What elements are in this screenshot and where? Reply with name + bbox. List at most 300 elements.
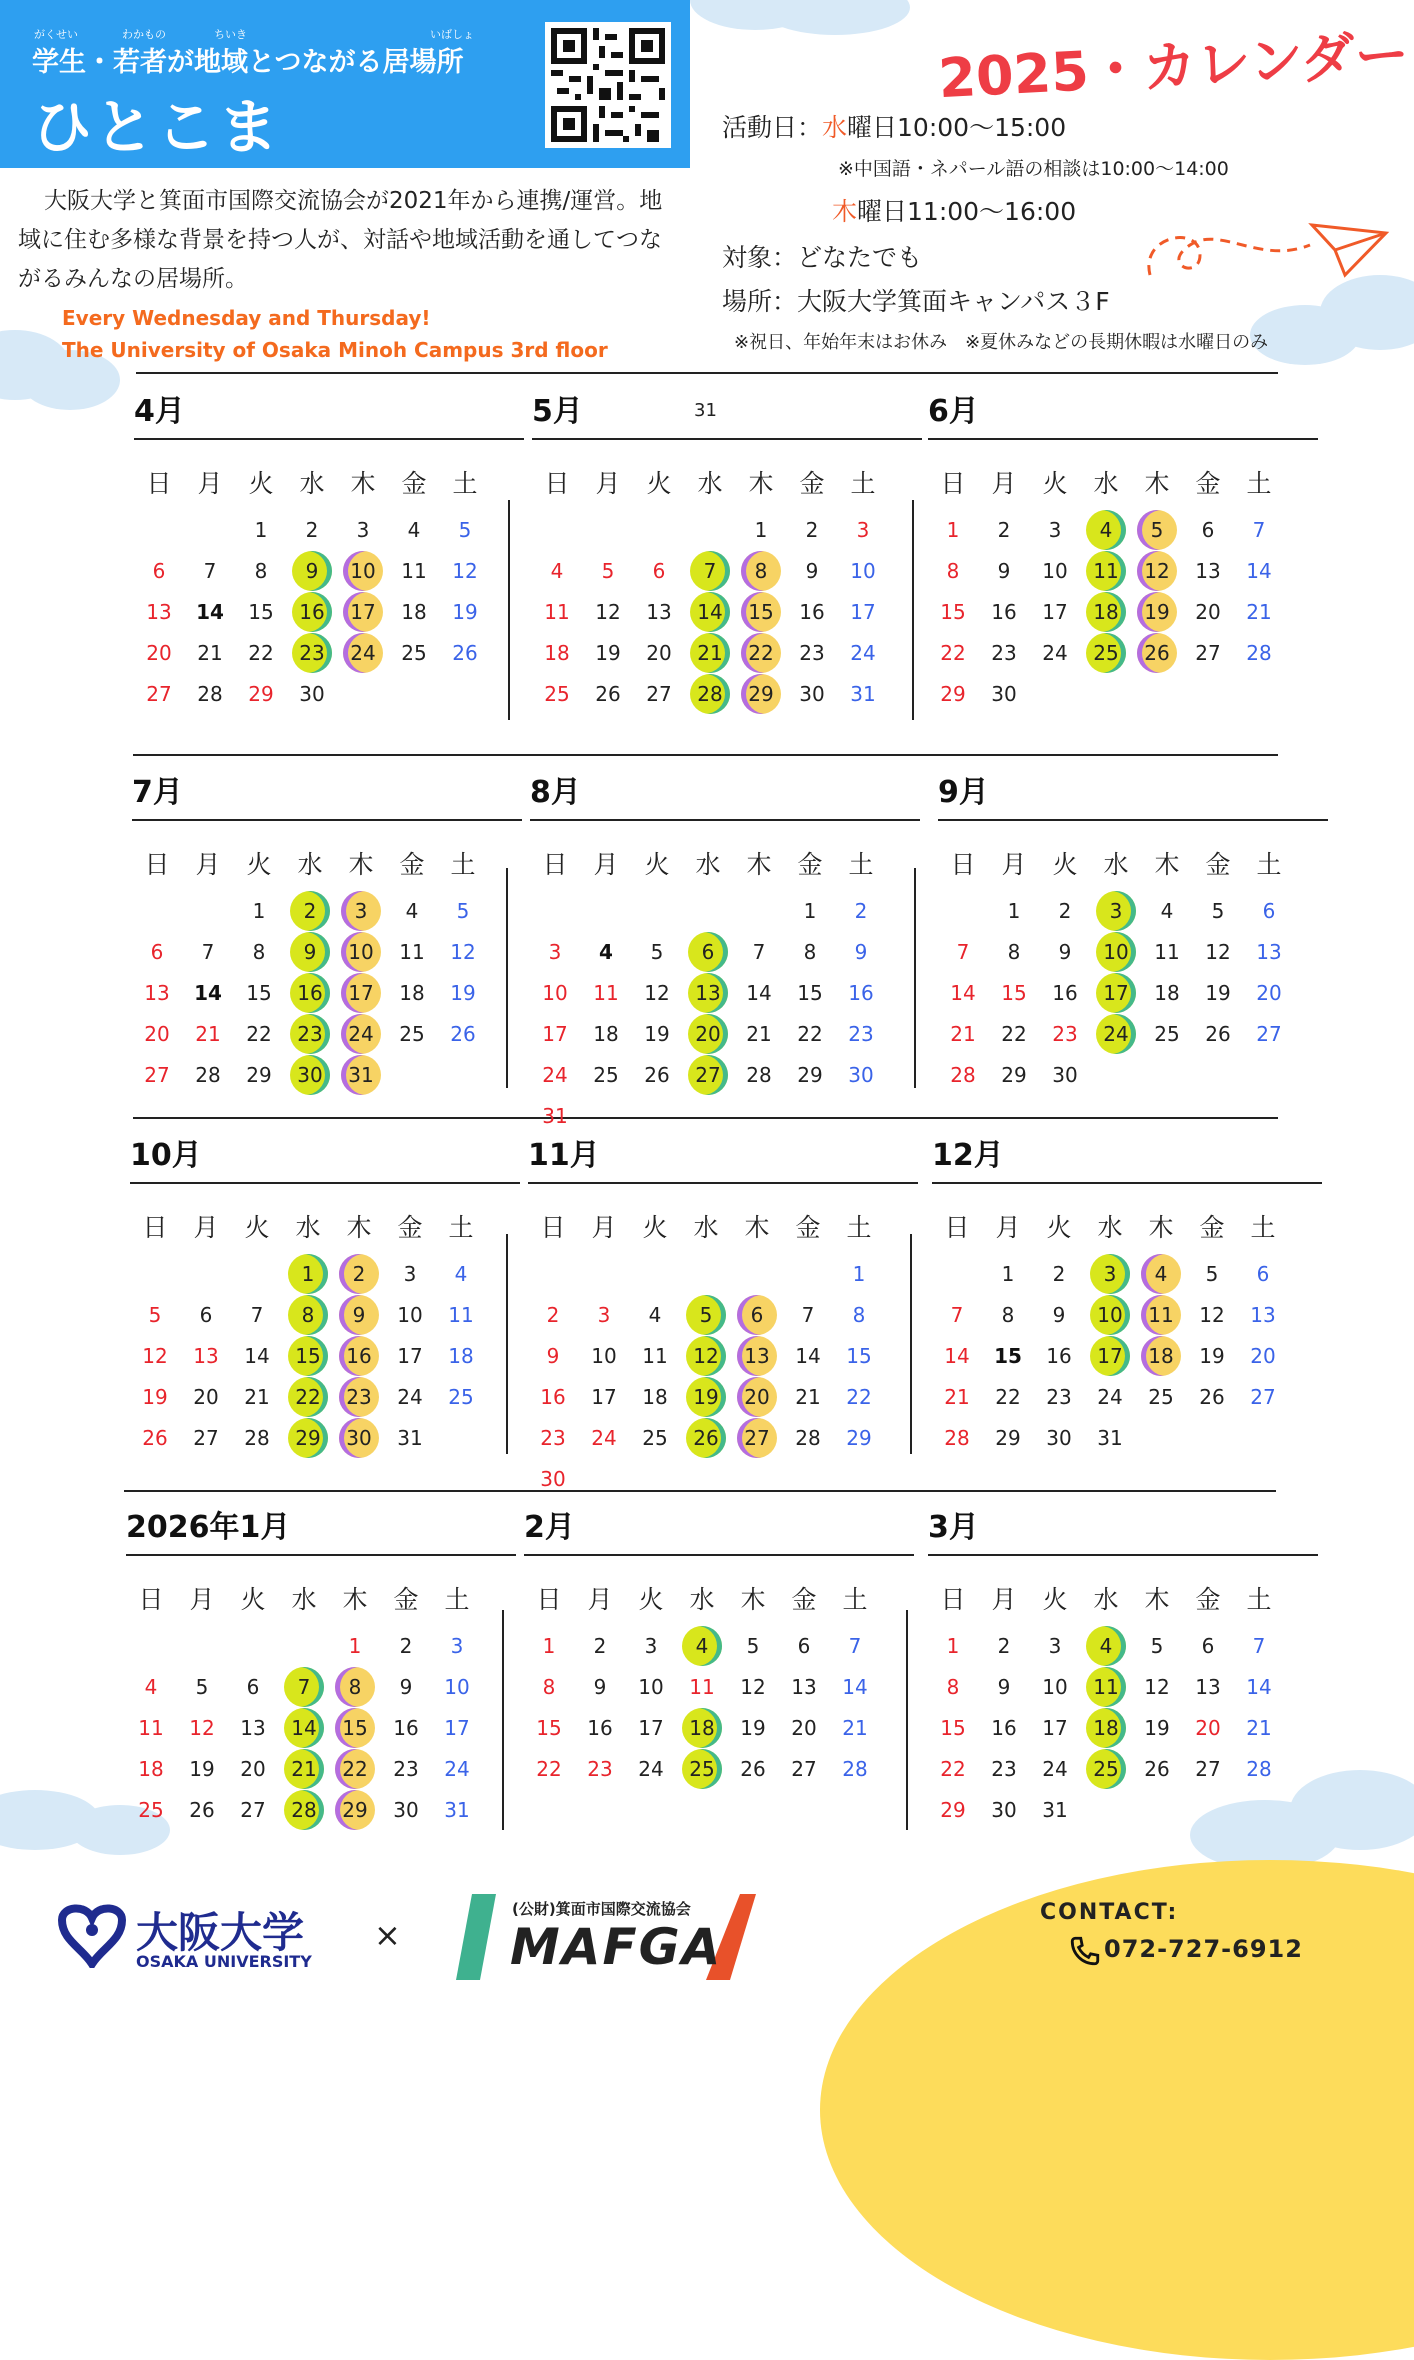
day-cell: 31 [1042,1798,1068,1822]
day-cell: 23 [540,1426,566,1450]
day-cell-wednesday-open: 1 [288,1254,328,1294]
day-cell: 8 [252,940,266,964]
intro-text: 大阪大学と箕面市国際交流協会が2021年から連携/運営。地域に住む多様な背景を持つ人が、対話や地域活動を通してつながるみんなの居場所。 [18,188,663,292]
day-cell: 9 [805,559,819,583]
day-cell: 8 [1007,940,1021,964]
day-cell: 14 [746,981,772,1005]
day-cell: 13 [1195,1675,1221,1699]
month-title: 2026年1月 [126,1510,291,1545]
day-cell: 4 [648,1303,662,1327]
day-cell: 1 [1007,899,1021,923]
day-cell-thursday-open: 6 [737,1295,777,1335]
day-cell: 23 [991,641,1017,665]
day-cell-wednesday-open: 27 [688,1055,728,1095]
weekday-header: 金 [797,850,823,879]
day-cell: 15 [248,600,274,624]
day-cell: 9 [593,1675,607,1699]
month-title: 12月 [932,1138,1004,1173]
day-cell: 15 [994,1344,1022,1368]
day-cell: 2 [546,1303,560,1327]
day-cell: 5 [650,940,664,964]
weekday-header: 水 [295,1213,321,1242]
day-cell: 3 [356,518,370,542]
day-cell: 2 [997,1634,1011,1658]
day-cell: 7 [1252,518,1266,542]
day-cell: 16 [991,1716,1017,1740]
weekday-header: 金 [791,1585,817,1614]
day-cell: 22 [246,1022,272,1046]
day-cell: 19 [189,1757,215,1781]
weekday-header: 木 [346,1213,372,1242]
day-cell: 1 [946,518,960,542]
weekday-header: 月 [587,1585,613,1614]
day-cell: 9 [854,940,868,964]
day-cell: 2 [305,518,319,542]
day-cell: 8 [946,559,960,583]
day-cell: 12 [450,940,476,964]
day-cell: 26 [1199,1385,1225,1409]
day-cell: 17 [1042,1716,1068,1740]
day-cell: 18 [448,1344,474,1368]
day-cell-wednesday-open: 8 [288,1295,328,1335]
day-cell: 1 [1001,1262,1015,1286]
day-cell: 15 [940,1716,966,1740]
day-cell-wednesday-open: 18 [1086,592,1126,632]
weekday-header: 土 [1246,469,1272,498]
day-cell-wednesday-open: 23 [290,1014,330,1054]
month-title: 7月 [132,775,183,810]
weekday-header: 水 [297,850,323,879]
column-separator [912,500,914,720]
weekday-header: 火 [1042,469,1068,498]
day-cell-wednesday-open: 15 [288,1336,328,1376]
month-underline [126,1554,516,1556]
day-cell-wednesday-open: 17 [1096,973,1136,1013]
day-cell: 16 [587,1716,613,1740]
day-cell-wednesday-open: 21 [284,1749,324,1789]
location: 場所：大阪大学箕面キャンパス３F [722,287,1110,316]
day-cell-wednesday-open: 11 [1086,1667,1126,1707]
day-cell: 20 [1250,1344,1276,1368]
day-cell: 13 [240,1716,266,1740]
month-underline [532,438,922,440]
day-cell: 3 [403,1262,417,1286]
weekday-header: 月 [1001,850,1027,879]
day-cell-thursday-open: 17 [343,592,383,632]
day-cell: 11 [642,1344,668,1368]
weekday-header: 土 [1250,1213,1276,1242]
day-cell: 27 [193,1426,219,1450]
day-cell: 30 [799,682,825,706]
day-cell: 6 [150,940,164,964]
weekday-header: 金 [399,850,425,879]
day-cell: 7 [1252,1634,1266,1658]
day-cell: 23 [991,1757,1017,1781]
cloud-decoration [760,0,910,35]
weekday-header: 日 [944,1213,970,1242]
weekday-header: 木 [1154,850,1180,879]
day-cell: 13 [1250,1303,1276,1327]
day-cell: 4 [454,1262,468,1286]
day-cell: 19 [1144,1716,1170,1740]
osaka-university-emblem-icon [56,1900,128,1968]
day-cell: 1 [348,1634,362,1658]
day-cell-wednesday-open: 28 [690,674,730,714]
day-cell: 6 [652,559,666,583]
ruby-gakusei: がくせい [34,28,78,41]
day-cell: 24 [850,641,876,665]
day-cell: 26 [452,641,478,665]
column-separator [910,1234,912,1454]
weekday-header: 水 [1093,1585,1119,1614]
day-cell: 30 [991,682,1017,706]
weekday-header: 土 [452,469,478,498]
day-cell-thursday-open: 26 [1137,633,1177,673]
wed-char: 水 [822,113,848,142]
day-cell: 27 [1195,641,1221,665]
weekday-header: 金 [795,1213,821,1242]
day-cell: 17 [591,1385,617,1409]
weekday-header: 木 [342,1585,368,1614]
day-cell-wednesday-open: 29 [288,1418,328,1458]
weekday-header: 月 [991,469,1017,498]
day-cell-wednesday-open: 14 [284,1708,324,1748]
column-separator [906,1610,908,1830]
day-cell: 17 [542,1022,568,1046]
weekday-header: 日 [536,1585,562,1614]
day-cell: 21 [950,1022,976,1046]
weekday-header: 水 [1097,1213,1123,1242]
day-cell: 7 [956,940,970,964]
day-cell-wednesday-open: 25 [1086,1749,1126,1789]
day-cell: 11 [689,1675,715,1699]
day-cell: 24 [444,1757,470,1781]
day-cell: 24 [1042,1757,1068,1781]
day-cell: 14 [194,981,222,1005]
day-cell-thursday-open: 10 [343,551,383,591]
day-cell-wednesday-open: 16 [290,973,330,1013]
day-cell: 31 [397,1426,423,1450]
day-cell: 27 [646,682,672,706]
mafga-logo [456,1890,756,1990]
row-separator [124,1490,1276,1492]
day-cell-thursday-open: 9 [339,1295,379,1335]
day-cell: 11 [401,559,427,583]
day-cell: 28 [197,682,223,706]
day-cell-wednesday-open: 14 [690,592,730,632]
weekday-header: 火 [244,1213,270,1242]
day-cell: 17 [638,1716,664,1740]
activity-days-label: 活動日： [722,113,823,142]
day-cell-wednesday-open: 2 [290,891,330,931]
ruby-wakamono: わかもの [122,28,166,41]
weekday-header: 月 [591,1213,617,1242]
day-cell: 26 [1205,1022,1231,1046]
day-cell: 8 [946,1675,960,1699]
day-cell-wednesday-open: 23 [292,633,332,673]
day-cell: 10 [591,1344,617,1368]
day-cell: 23 [1052,1022,1078,1046]
day-cell: 9 [546,1344,560,1368]
weekday-header: 土 [450,850,476,879]
month-underline [132,819,522,821]
day-cell: 16 [991,600,1017,624]
day-cell: 24 [1097,1385,1123,1409]
day-cell: 15 [797,981,823,1005]
day-cell: 29 [797,1063,823,1087]
day-cell: 19 [1205,981,1231,1005]
day-cell: 20 [144,1022,170,1046]
day-cell: 17 [444,1716,470,1740]
day-cell: 16 [799,600,825,624]
weekday-header: 土 [850,469,876,498]
month-title: 10月 [130,1138,202,1173]
day-cell: 26 [189,1798,215,1822]
day-cell: 10 [1042,559,1068,583]
day-cell: 7 [201,940,215,964]
wed-time: 曜日10:00〜15:00 [847,113,1067,142]
day-cell: 27 [791,1757,817,1781]
day-cell: 30 [299,682,325,706]
activity-days-wed [722,108,1066,144]
day-cell: 8 [1001,1303,1015,1327]
weekday-header: 日 [542,850,568,879]
day-cell: 2 [399,1634,413,1658]
day-cell: 14 [795,1344,821,1368]
day-cell: 22 [536,1757,562,1781]
day-cell: 10 [444,1675,470,1699]
day-cell: 22 [248,641,274,665]
weekday-header: 木 [1144,1585,1170,1614]
day-cell: 25 [1154,1022,1180,1046]
day-cell: 18 [1154,981,1180,1005]
day-cell: 19 [142,1385,168,1409]
english-tagline-2: The University of Osaka Minoh Campus 3rd floor [62,338,608,362]
day-cell: 16 [540,1385,566,1409]
day-cell: 26 [740,1757,766,1781]
weekday-header: 日 [940,1585,966,1614]
day-cell: 9 [399,1675,413,1699]
month-underline [928,438,1318,440]
weekday-header: 木 [348,850,374,879]
month-underline [134,438,524,440]
paper-plane-icon [1140,205,1390,285]
contact-label: CONTACT: [1040,1900,1179,1925]
mafga-green-stripe-icon [456,1894,496,1984]
day-cell: 22 [797,1022,823,1046]
day-cell: 6 [1201,1634,1215,1658]
day-cell: 23 [393,1757,419,1781]
weekday-header: 月 [193,1213,219,1242]
day-cell: 13 [193,1344,219,1368]
weekday-header: 日 [950,850,976,879]
day-cell: 1 [542,1634,556,1658]
day-cell: 19 [450,981,476,1005]
weekday-header: 水 [1103,850,1129,879]
day-cell: 6 [199,1303,213,1327]
day-cell: 27 [144,1063,170,1087]
day-cell: 9 [1058,940,1072,964]
day-cell-wednesday-open: 24 [1096,1014,1136,1054]
day-cell: 10 [542,981,568,1005]
day-cell: 12 [595,600,621,624]
thu-time: 曜日11:00〜16:00 [857,197,1077,226]
day-cell: 18 [138,1757,164,1781]
weekday-header: 日 [544,469,570,498]
day-cell: 17 [397,1344,423,1368]
day-cell: 24 [397,1385,423,1409]
day-cell: 22 [940,1757,966,1781]
day-cell: 30 [1052,1063,1078,1087]
day-cell-thursday-open: 11 [1141,1295,1181,1335]
weekday-header: 火 [1046,1213,1072,1242]
day-cell: 2 [854,899,868,923]
day-cell-wednesday-open: 22 [288,1377,328,1417]
day-cell: 17 [1042,600,1068,624]
weekday-header: 水 [1093,469,1119,498]
weekday-header: 土 [846,1213,872,1242]
day-cell: 31 [850,682,876,706]
day-cell: 21 [197,641,223,665]
day-cell: 2 [1052,1262,1066,1286]
day-cell: 29 [995,1426,1021,1450]
day-cell: 15 [940,600,966,624]
day-cell: 13 [791,1675,817,1699]
day-cell-thursday-open: 18 [1141,1336,1181,1376]
day-cell: 1 [252,899,266,923]
day-cell: 2 [805,518,819,542]
day-cell: 7 [848,1634,862,1658]
day-cell: 21 [842,1716,868,1740]
day-cell-thursday-open: 22 [741,633,781,673]
day-cell: 11 [448,1303,474,1327]
month-title: 2月 [524,1510,575,1545]
month-underline [530,819,920,821]
header-subtitle: 学生・若者が地域とつながる居場所 [32,47,464,78]
day-cell: 27 [240,1798,266,1822]
day-cell: 8 [852,1303,866,1327]
day-cell-thursday-open: 12 [1137,551,1177,591]
thu-char: 木 [832,197,858,226]
day-cell: 3 [1048,518,1062,542]
day-cell: 26 [450,1022,476,1046]
weekday-header: 水 [291,1585,317,1614]
holiday-notes: ※祝日、年始年末はお休み ※夏休みなどの長期休暇は水曜日のみ [734,332,1269,353]
day-cell-wednesday-open: 19 [686,1377,726,1417]
weekday-header: 土 [1246,1585,1272,1614]
column-separator [506,868,508,1088]
day-cell: 15 [846,1344,872,1368]
month-title: 4月 [134,394,185,429]
day-cell-wednesday-open: 17 [1090,1336,1130,1376]
day-cell: 16 [393,1716,419,1740]
weekday-header: 火 [646,469,672,498]
row-separator [133,754,1278,756]
day-cell: 6 [246,1675,260,1699]
day-cell-wednesday-open: 30 [290,1055,330,1095]
day-cell: 21 [244,1385,270,1409]
day-cell-wednesday-open: 7 [284,1667,324,1707]
day-cell: 26 [1144,1757,1170,1781]
day-cell: 18 [593,1022,619,1046]
day-cell: 25 [448,1385,474,1409]
day-cell: 14 [244,1344,270,1368]
day-cell: 29 [248,682,274,706]
day-cell: 7 [752,940,766,964]
day-cell-wednesday-open: 9 [292,551,332,591]
day-cell: 6 [1256,1262,1270,1286]
day-cell-wednesday-open: 18 [1086,1708,1126,1748]
day-cell-wednesday-open: 25 [682,1749,722,1789]
day-cell: 12 [1199,1303,1225,1327]
weekday-header: 金 [401,469,427,498]
month-underline [524,1554,914,1556]
day-cell: 15 [536,1716,562,1740]
day-cell: 14 [944,1344,970,1368]
weekday-header: 水 [299,469,325,498]
mafga-full-name: (公財)箕面市国際交流協会 [512,1900,691,1918]
day-cell-wednesday-open: 5 [686,1295,726,1335]
stray-number: 31 [694,400,717,421]
day-cell: 12 [644,981,670,1005]
day-cell: 20 [1256,981,1282,1005]
day-cell: 25 [1148,1385,1174,1409]
day-cell: 25 [401,641,427,665]
day-cell: 12 [740,1675,766,1699]
day-cell: 18 [401,600,427,624]
weekday-header: 月 [995,1213,1021,1242]
day-cell: 4 [599,940,613,964]
day-cell: 23 [799,641,825,665]
day-cell: 4 [405,899,419,923]
wed-note: ※中国語・ネパール語の相談は10:00〜14:00 [838,158,1229,180]
english-tagline-1: Every Wednesday and Thursday! [62,306,431,330]
day-cell-thursday-open: 13 [737,1336,777,1376]
day-cell: 14 [1246,1675,1272,1699]
day-cell: 10 [1042,1675,1068,1699]
day-cell: 21 [795,1385,821,1409]
day-cell-wednesday-open: 10 [1090,1295,1130,1335]
weekday-header: 火 [1052,850,1078,879]
day-cell: 20 [1195,1716,1221,1740]
day-cell-thursday-open: 2 [339,1254,379,1294]
day-cell: 4 [550,559,564,583]
day-cell: 28 [244,1426,270,1450]
weekday-header: 金 [1195,1585,1221,1614]
weekday-header: 土 [444,1585,470,1614]
weekday-header: 木 [740,1585,766,1614]
weekday-header: 水 [693,1213,719,1242]
weekday-header: 金 [799,469,825,498]
day-cell: 25 [544,682,570,706]
day-cell: 26 [595,682,621,706]
day-cell: 28 [195,1063,221,1087]
month-underline [932,1182,1322,1184]
day-cell: 11 [1154,940,1180,964]
day-cell: 27 [1195,1757,1221,1781]
day-cell: 9 [997,1675,1011,1699]
day-cell-wednesday-open: 4 [1086,510,1126,550]
day-cell: 15 [246,981,272,1005]
month-underline [130,1182,520,1184]
day-cell-thursday-open: 23 [339,1377,379,1417]
qr-code[interactable] [545,22,671,148]
day-cell: 17 [850,600,876,624]
day-cell: 1 [803,899,817,923]
day-cell: 6 [1201,518,1215,542]
day-cell-wednesday-open: 28 [284,1790,324,1830]
day-cell: 29 [940,682,966,706]
